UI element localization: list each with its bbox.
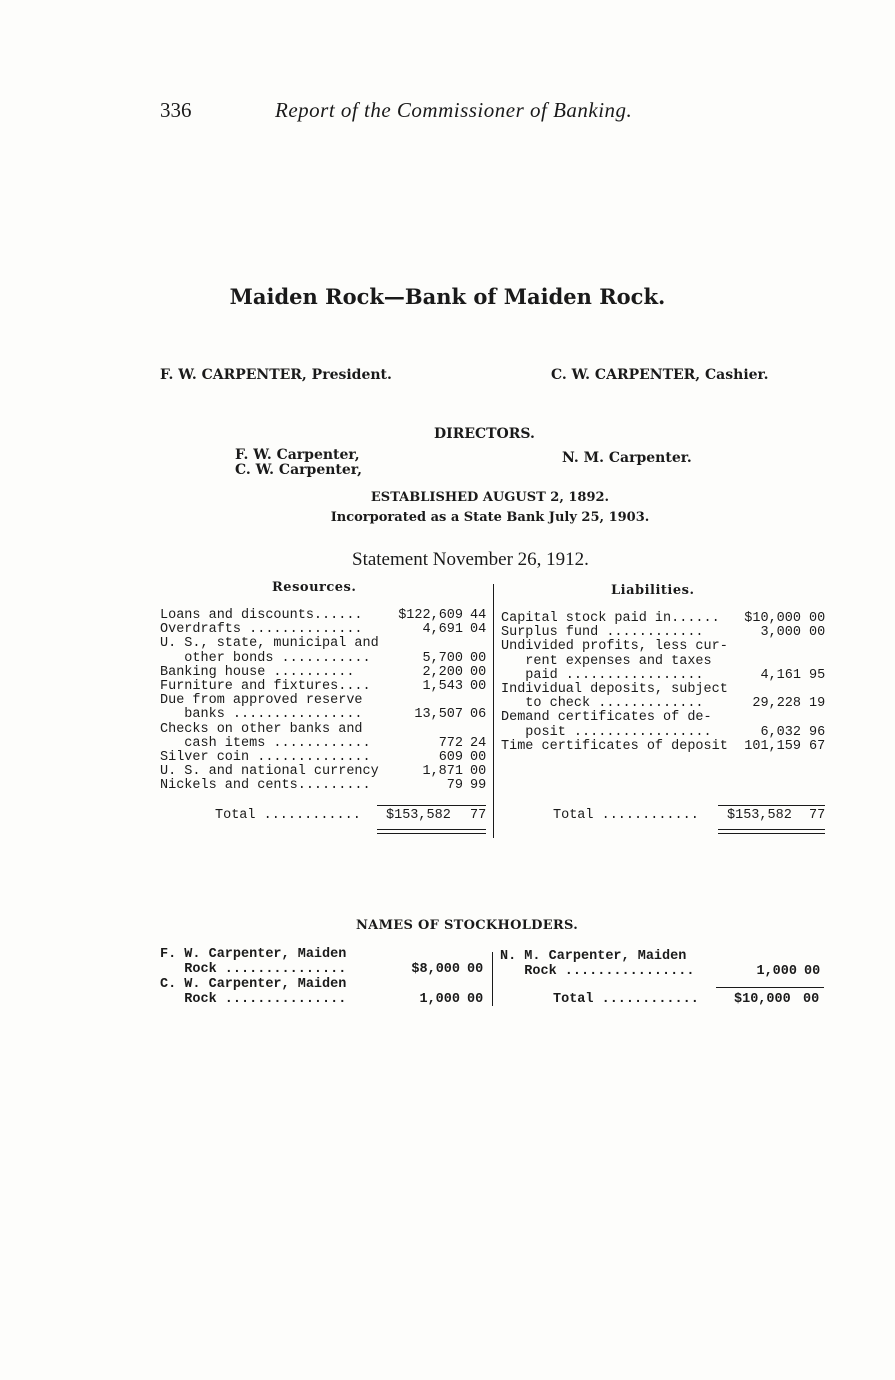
ledger-dollars: 4,691: [422, 622, 463, 638]
ledger-cents: 06: [470, 707, 487, 723]
stockholders-total-rule: [716, 987, 824, 988]
ledger-cents: 00: [470, 650, 487, 666]
bank-title: Maiden Rock—Bank of Maiden Rock.: [229, 284, 666, 309]
stockholders-heading: NAMES OF STOCKHOLDERS.: [356, 918, 579, 933]
stockholder-name: F. W. Carpenter, Maiden: [160, 947, 347, 962]
stockholders-total-label: Total ............: [553, 992, 699, 1007]
ledger-label: cash items ............: [160, 735, 371, 751]
ledger-cents: 24: [470, 735, 487, 751]
ledger-label: Demand certificates of de-: [501, 710, 712, 726]
ledger-label: Due from approved reserve: [160, 693, 363, 709]
ledger-dollars: 2,200: [422, 664, 463, 680]
ledger-dollars: 1,871: [422, 764, 463, 780]
ledger-cents: 67: [809, 738, 826, 754]
ledger-label: Individual deposits, subject: [501, 682, 728, 697]
resources-total-label: Total ............: [215, 808, 361, 823]
total-double-rule: [377, 833, 486, 834]
ledger-cents: 00: [470, 664, 487, 680]
stockholder-cents: 00: [804, 964, 821, 979]
president-line: F. W. CARPENTER, President.: [160, 367, 392, 383]
stockholder-name: Rock ...............: [160, 992, 347, 1007]
ledger-label: Loans and discounts......: [160, 608, 363, 623]
ledger-label: Furniture and fixtures....: [160, 679, 371, 694]
director-name: N. M. Carpenter.: [562, 450, 692, 466]
stockholders-divider: [492, 952, 493, 1006]
stockholders-total-cents: 00: [803, 992, 820, 1007]
ledger-dollars: 609: [438, 750, 463, 765]
ledger-dollars: 101,159: [744, 738, 801, 754]
resources-total-cents: 77: [470, 808, 487, 823]
stockholder-name: Rock ................: [500, 964, 695, 979]
ledger-dollars: 3,000: [760, 625, 801, 641]
liabilities-heading: Liabilities.: [611, 583, 695, 598]
ledger-cents: 96: [809, 724, 826, 740]
total-double-rule: [718, 833, 825, 834]
ledger-cents: 99: [470, 778, 487, 794]
ledger-label: Overdrafts ..............: [160, 622, 363, 638]
stockholder-dollars: 1,000: [419, 992, 460, 1007]
liabilities-total-dollars: $153,582: [727, 808, 792, 823]
ledger-label: U. S. and national currency: [160, 764, 379, 780]
subtotal-rule: [718, 805, 825, 806]
ledger-label: U. S., state, municipal and: [160, 636, 379, 652]
ledger-cents: 00: [470, 764, 487, 780]
stockholder-cents: 00: [467, 962, 484, 977]
ledger-label: Banking house ..........: [160, 664, 355, 680]
incorporated-line: Incorporated as a State Bank July 25, 1903.: [330, 510, 650, 525]
stockholder-name: N. M. Carpenter, Maiden: [500, 949, 687, 964]
directors-heading: DIRECTORS.: [434, 426, 535, 442]
ledger-label: Time certificates of deposit: [501, 738, 728, 754]
cashier-line: C. W. CARPENTER, Cashier.: [551, 367, 769, 383]
stockholder-dollars: $8,000: [411, 962, 460, 977]
resources-total-dollars: $153,582: [386, 808, 451, 823]
running-title: Report of the Commissioner of Banking.: [275, 98, 633, 122]
resources-heading: Resources.: [272, 580, 357, 595]
director-name: F. W. Carpenter,: [235, 447, 360, 463]
ledger-label: Surplus fund ............: [501, 625, 704, 641]
ledger-label: Nickels and cents.........: [160, 778, 371, 794]
ledger-dollars: 6,032: [760, 724, 801, 740]
ledger-label: Undivided profits, less cur-: [501, 639, 728, 655]
ledger-dollars: 772: [438, 735, 463, 751]
liabilities-total-label: Total ............: [553, 808, 699, 823]
ledger-label: Silver coin ..............: [160, 750, 371, 765]
page-number: 336: [160, 98, 192, 122]
ledger-dollars: 5,700: [422, 650, 463, 666]
ledger-dollars: 4,161: [760, 667, 801, 683]
column-divider: [493, 584, 494, 838]
ledger-cents: 00: [470, 679, 487, 694]
total-double-rule: [377, 829, 486, 830]
stockholder-name: C. W. Carpenter, Maiden: [160, 977, 347, 992]
ledger-cents: 95: [809, 667, 826, 683]
ledger-cents: 19: [809, 696, 826, 712]
ledger-dollars: 13,507: [414, 707, 463, 723]
stockholder-name: Rock ...............: [160, 962, 347, 977]
ledger-cents: 00: [809, 625, 826, 641]
ledger-cents: 00: [470, 750, 487, 765]
liabilities-total-cents: 77: [809, 808, 826, 823]
ledger-label: banks ................: [160, 707, 363, 723]
subtotal-rule: [377, 805, 486, 806]
ledger-cents: 00: [809, 611, 826, 626]
ledger-dollars: 79: [446, 778, 463, 794]
established-line: ESTABLISHED AUGUST 2, 1892.: [370, 490, 610, 505]
ledger-label: Checks on other banks and: [160, 721, 363, 737]
ledger-dollars: 1,543: [422, 679, 463, 694]
ledger-dollars: $122,609: [398, 608, 463, 623]
ledger-dollars: 29,228: [752, 696, 801, 712]
ledger-label: to check .............: [501, 696, 704, 712]
ledger-cents: 04: [470, 622, 487, 638]
ledger-label: posit .................: [501, 724, 712, 740]
ledger-label: paid .................: [501, 667, 704, 683]
director-name: C. W. Carpenter,: [235, 462, 363, 478]
ledger-label: rent expenses and taxes: [501, 653, 712, 669]
total-double-rule: [718, 829, 825, 830]
ledger-cents: 44: [470, 608, 487, 623]
statement-title: Statement November 26, 1912.: [352, 549, 589, 570]
ledger-dollars: $10,000: [744, 611, 801, 626]
ledger-label: Capital stock paid in......: [501, 611, 720, 626]
stockholder-cents: 00: [467, 992, 484, 1007]
ledger-label: other bonds ...........: [160, 650, 371, 666]
stockholders-total-dollars: $10,000: [734, 992, 791, 1007]
stockholder-dollars: 1,000: [756, 964, 797, 979]
